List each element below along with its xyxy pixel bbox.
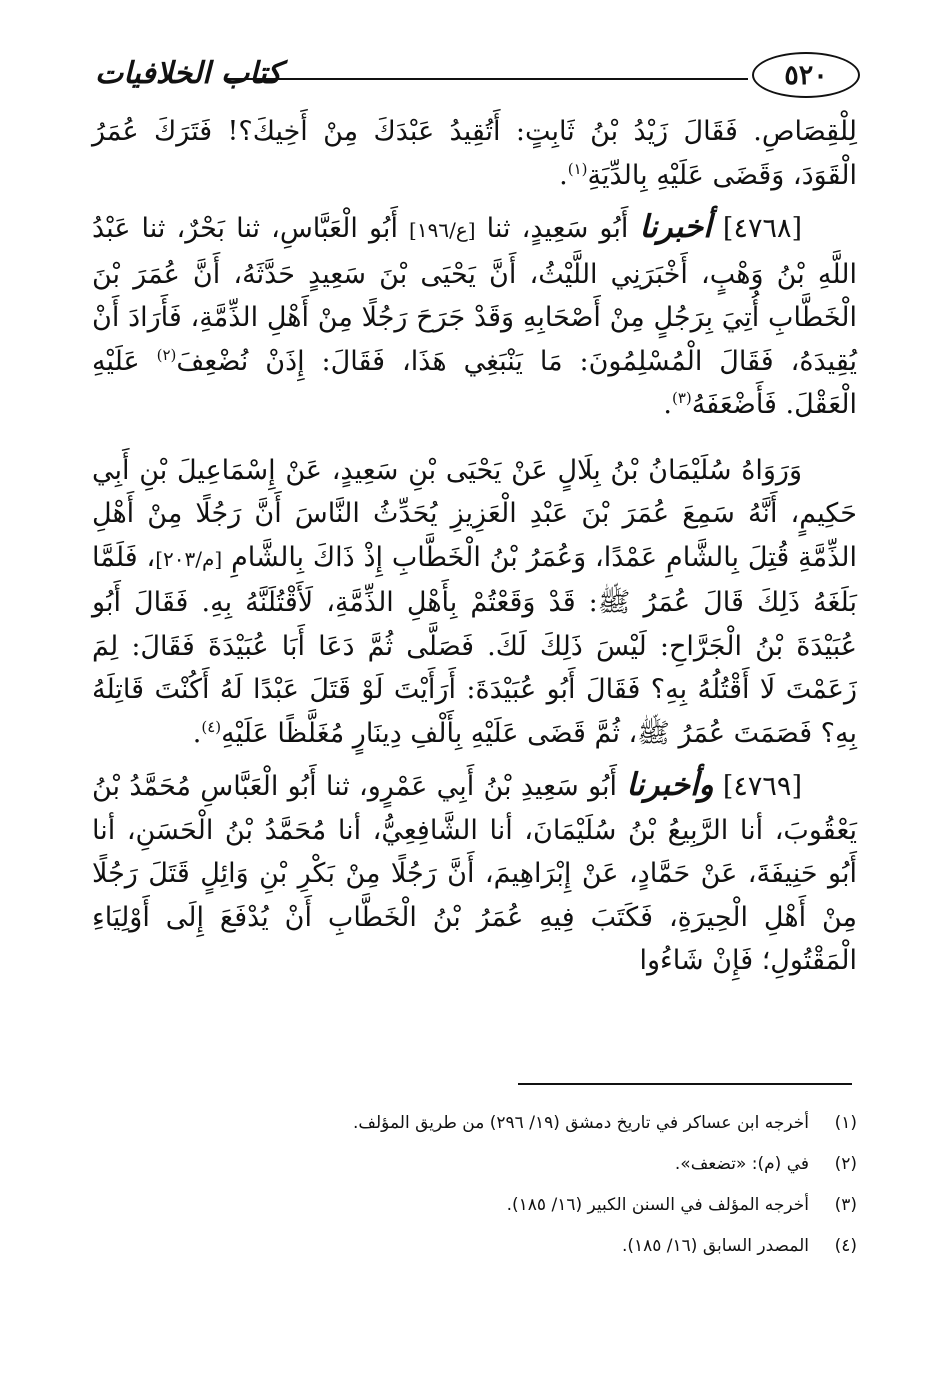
hadith-text-a: أَبُو سَعِيدٍ، ثنا — [486, 213, 629, 244]
page-number: ٥٢٠ — [752, 52, 860, 98]
hadith-text-c: عَلَيْهِ الْعَقْلَ. فَأَضْعَفَهُ — [92, 345, 857, 420]
riwaya-text-b: ، فَلَمَّا بَلَغَهُ ذَلِكَ قَالَ عُمَرُ ﷺ: قَدْ وَقَعْتُمْ بِأَهْلِ الذِّمَّةِ، لَأَقْتُلَنَّهُ بِهِ. فَقَالَ أَبُو عُبَيْدَةَ بْنُ الْجَرَّاحِ: لَيْسَ ذَلِكَ لَكَ. فَصَلَّى ثُمَّ دَعَا أَبَا عُبَيْدَةَ فَقَالَ: لِمَ زَعَمْتَ لَا أَقْتُلُهُ بِهِ؟ فَقَالَ أَبُو عُبَيْدَةَ: أَرَأَيْتَ لَوْ قَتَلَ عَبْدًا لَهُ أَكُنْتَ قَاتِلَهُ بِهِ؟ فَصَمَتَ عُمَرُ ﷺ، ثُمَّ قَضَى عَلَيْهِ بِأَلْفِ دِينَارٍ مُغَلَّظًا عَلَيْهِ — [92, 541, 857, 749]
paragraph-riwaya — [92, 449, 857, 756]
footnote-item — [92, 1190, 857, 1220]
footnote-ref-4: (٤) — [201, 717, 222, 736]
hadith-4769 — [92, 764, 857, 983]
manuscript-ref: [م/٢٠٣] — [155, 546, 223, 571]
paragraph-1 — [92, 110, 857, 197]
hadith-number: [٤٧٦٨] — [722, 213, 802, 244]
hadith-number: [٤٧٦٩] — [722, 771, 802, 802]
footnote-number: (٤) — [834, 1236, 857, 1256]
footnote-item — [92, 1149, 857, 1179]
hadith-text: أَبُو سَعِيدِ بْنُ أَبِي عَمْرٍو، ثنا أَبُو الْعَبَّاسِ مُحَمَّدُ بْنُ يَعْقُوبَ، أنا الرَّبِيعُ بْنُ سُلَيْمَانَ، أنا الشَّافِعِيُّ، أنا مُحَمَّدُ بْنُ الْحَسَنِ، أنا أَبُو حَنِيفَةَ، عَنْ حَمَّادٍ، عَنْ إِبْرَاهِيمَ، أَنَّ رَجُلًا مِنْ بَكْرِ بْنِ وَائِلٍ قَتَلَ رَجُلًا مِنْ أَهْلِ الْحِيرَةِ، فَكَتَبَ فِيهِ عُمَرُ بْنُ الْخَطَّابِ أَنْ يُدْفَعَ إِلَى أَوْلِيَاءِ الْمَقْتُولِ؛ فَإِنْ شَاءُوا — [92, 771, 857, 976]
footnote-ref-2: (٢) — [156, 345, 177, 364]
header-rule — [225, 78, 748, 80]
footnote-number: (٣) — [834, 1195, 857, 1215]
p1-end: . — [559, 159, 568, 191]
riwaya-text-a: وَرَوَاهُ سُلَيْمَانُ بْنُ بِلَالٍ عَنْ يَحْيَى بْنِ سَعِيدٍ، عَنْ إِسْمَاعِيلَ بْنِ أَبِي حَكِيمٍ، أَنَّهُ سَمِعَ عُمَرَ بْنَ عَبْدِ الْعَزِيزِ يُحَدِّثُ النَّاسَ أَنَّ رَجُلًا مِنْ أَهْلِ الذِّمَّةِ قُتِلَ بِالشَّامِ عَمْدًا، وَعُمَرُ بْنُ الْخَطَّابِ إِذْ ذَاكَ بِالشَّامِ — [92, 454, 857, 573]
footnote-item — [92, 1108, 857, 1138]
p2-end: . — [663, 389, 672, 420]
hadith-text-b: أَبُو الْعَبَّاسِ، ثنا بَحْرٌ، ثنا عَبْدُ اللَّهِ بْنُ وَهْبٍ، أَخْبَرَنِي اللَّيْثُ، أَنَّ يَحْيَى بْنَ سَعِيدٍ حَدَّثَهُ، أَنَّ عُمَرَ بْنَ الْخَطَّابِ أُتِيَ بِرَجُلٍ مِنْ أَصْحَابِهِ وَقَدْ جَرَحَ رَجُلًا مِنْ أَهْلِ الذِّمَّةِ، فَأَرَادَ أَنْ يُقِيدَهُ، فَقَالَ الْمُسْلِمُونَ: مَا يَنْبَغِي هَذَا، فَقَالَ: إِذَنْ نُضْعِفَ — [92, 213, 857, 377]
footnote-number: (٢) — [834, 1154, 857, 1174]
footnotes — [92, 1108, 857, 1272]
footnote-text: أخرجه ابن عساكر في تاريخ دمشق (١٩/ ٢٩٦) من طريق المؤلف. — [352, 1113, 809, 1133]
p1-line-1: لِلْقِصَاصِ. فَقَالَ زَيْدُ بْنُ ثَابِتٍ: أَتُقِيدُ عَبْدَكَ مِنْ أَخِيكَ؟! فَتَرَكَ عُمَرُ الْقَوَدَ، — [92, 116, 857, 191]
footnote-text: أخرجه المؤلف في السنن الكبير (١٦/ ١٨٥). — [506, 1195, 809, 1215]
running-header — [95, 52, 860, 102]
footnote-separator — [518, 1083, 852, 1085]
footnote-ref-3: (٣) — [671, 389, 692, 407]
manuscript-ref: [ع/١٩٦] — [409, 218, 476, 242]
footnote-item — [92, 1231, 857, 1261]
footnote-number: (١) — [834, 1113, 857, 1133]
main-text — [92, 110, 857, 983]
footnote-text: المصدر السابق (١٦/ ١٨٥). — [621, 1236, 809, 1256]
akhbarana-label: وأخبرنا — [626, 767, 714, 803]
akhbarana-label: أخبرنا — [639, 209, 712, 245]
book-title: كتاب الخلافيات — [95, 56, 282, 91]
p1-line-2: وَقَضَى عَلَيْهِ بِالدِّيَةِ — [587, 159, 785, 191]
footnote-text: في (م): «تضعف». — [674, 1154, 809, 1174]
footnote-ref-1: (١) — [567, 159, 588, 178]
hadith-4768 — [92, 206, 857, 427]
p3-end: . — [192, 717, 202, 749]
